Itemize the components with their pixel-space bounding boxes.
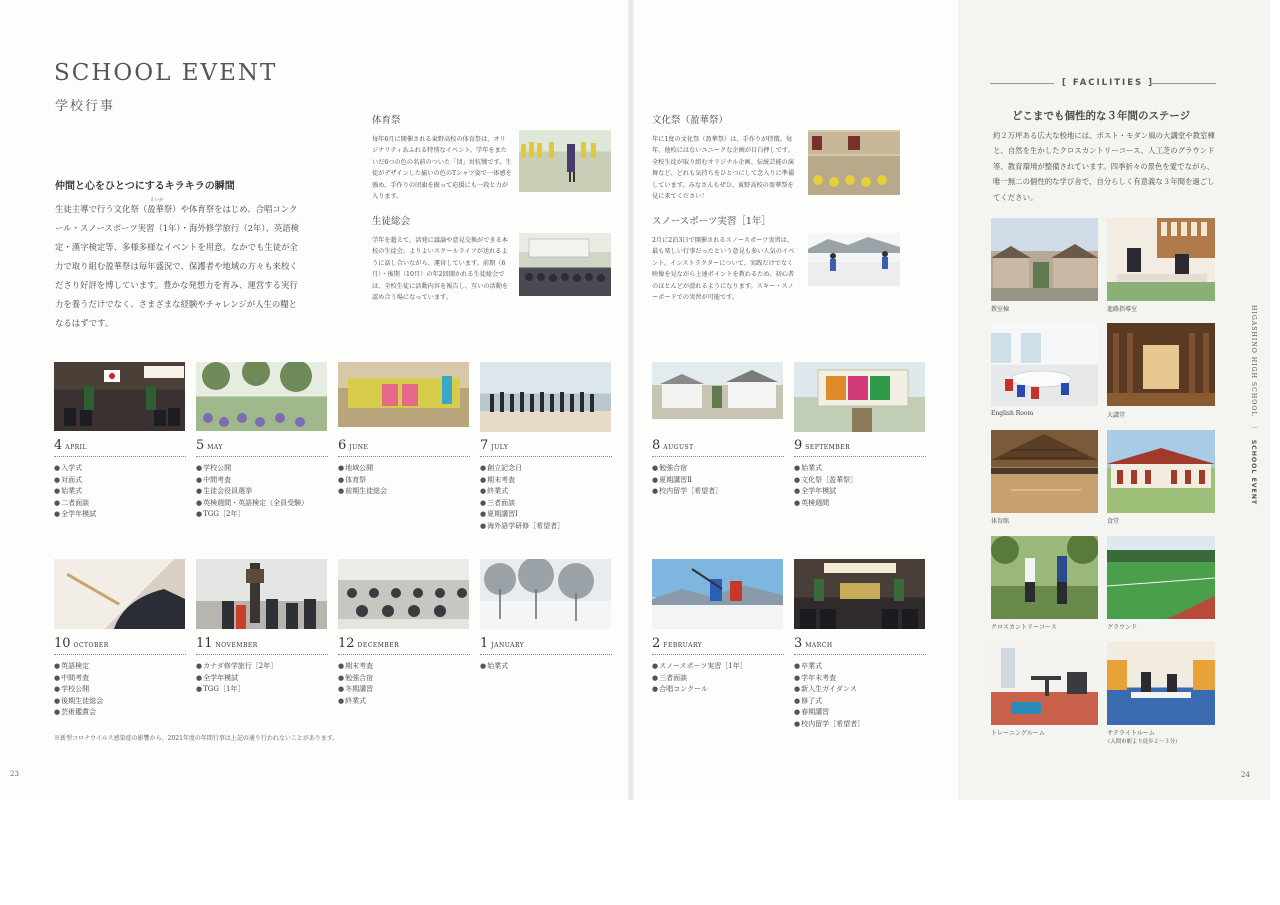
side-label-school: HIGASHINO HIGH SCHOOL bbox=[1250, 305, 1257, 417]
september-photo bbox=[794, 362, 925, 432]
event-item: ● スノースポーツ実習［1年］ bbox=[652, 661, 784, 673]
event-item: ● 後期生徒総会 bbox=[54, 696, 186, 708]
event-item: ● 期末考査 bbox=[480, 475, 612, 487]
facilities-label bbox=[1062, 78, 1154, 88]
event-item: ● 冬期講習 bbox=[338, 684, 470, 696]
footnote: ※新型コロナウイルス感染症の影響から、2021年度の年間行事は上記の通り行われないことがあります。 bbox=[54, 735, 339, 742]
training-room-photo bbox=[991, 642, 1098, 725]
march-photo bbox=[794, 559, 925, 629]
guidance-room-photo bbox=[1107, 218, 1215, 301]
july-photo bbox=[480, 362, 611, 432]
december-photo bbox=[338, 559, 469, 629]
month-name: AUGUST bbox=[663, 444, 694, 451]
caption-cafeteria: 食堂 bbox=[1107, 518, 1120, 525]
snow-sports-photo bbox=[808, 233, 900, 286]
event-item: ● 始業式 bbox=[794, 463, 926, 475]
event-item: ● TGG［2年］ bbox=[196, 509, 328, 521]
month-december bbox=[338, 636, 470, 707]
event-item: ● カナダ修学旅行［2年］ bbox=[196, 661, 328, 673]
month-name: DECEMBER bbox=[357, 642, 400, 649]
month-number: 6 bbox=[338, 438, 347, 453]
month-number: 9 bbox=[794, 438, 803, 453]
caption-satellite-room: サテライトルーム bbox=[1107, 730, 1155, 737]
event-culture-festival bbox=[652, 112, 798, 202]
caption-gymnasium: 体育館 bbox=[991, 518, 1010, 525]
event-item: ● 文化祭［盈華祭］ bbox=[794, 475, 926, 487]
event-student-assembly bbox=[372, 213, 512, 303]
event-item: ● 英検週間 bbox=[794, 498, 926, 510]
satellite-room-photo bbox=[1107, 642, 1215, 725]
event-item: ● 合唱コンクール bbox=[652, 684, 784, 696]
caption-ground: グラウンド bbox=[1107, 624, 1138, 631]
caption-auditorium: 大講堂 bbox=[1107, 412, 1126, 419]
event-item: ● 前期生徒総会 bbox=[338, 486, 470, 498]
event-item: ● 中間考査 bbox=[196, 475, 328, 487]
event-item: ● 学年末考査 bbox=[794, 673, 926, 685]
english-room-photo bbox=[991, 323, 1098, 406]
month-february bbox=[652, 636, 784, 696]
october-photo bbox=[54, 559, 185, 629]
month-name: JANUARY bbox=[491, 642, 525, 649]
lead-body: 生徒主導で行う文化祭（盈華祭）や体育祭をはじめ、合唱コンクール・スノースポーツ実習（1年）・海外修学旅行（2年）、英語検定・漢字検定等、多様多様なイベントを用意。なかでも生徒が全力で取り組む盈華祭は毎年盛況で、保護者や地域の方々も来校くださり好評を博しています。豊かな発想力を育み、運営する実行力を養うだけでなく、さまざまな経験やチャレンジが人生の糧となるはずです。 bbox=[55, 204, 299, 328]
month-name: FEBRUARY bbox=[663, 642, 703, 649]
january-photo bbox=[480, 559, 611, 629]
event-item: ● 三者面談 bbox=[480, 498, 612, 510]
classroom-building-photo bbox=[991, 218, 1098, 301]
facilities-heading: どこまでも個性的な３年間のステージ bbox=[1012, 110, 1191, 122]
lead-ruby: えいか bbox=[150, 198, 164, 203]
november-photo bbox=[196, 559, 327, 629]
month-number: 1 bbox=[480, 636, 489, 651]
side-label-section: SCHOOL EVENT bbox=[1250, 439, 1257, 506]
month-january bbox=[480, 636, 612, 673]
month-number: 3 bbox=[794, 636, 803, 651]
event-title: 体育祭 bbox=[372, 115, 401, 126]
event-item: ● 中間考査 bbox=[54, 673, 186, 685]
facilities-rule-right bbox=[1150, 83, 1216, 84]
month-number: 12 bbox=[338, 636, 355, 651]
event-item: ● 勉強合宿 bbox=[652, 463, 784, 475]
page-title: SCHOOL EVENT bbox=[54, 60, 278, 86]
event-item: ● 始業式 bbox=[54, 486, 186, 498]
event-snow-sports bbox=[652, 213, 798, 303]
event-text: 毎年6月に開催される東野高校の体育祭は、オリジナリティあふれる特別なイベント。学年をまたいだ6つの色の名前のついた「団」対抗戦です。生徒がデザインした揃いの色のTシャツ姿で一体感を強め、手作りの団旗を振って応援にも一段と力が入ります。 bbox=[372, 136, 512, 201]
side-label-separator: ｜ bbox=[1250, 424, 1257, 432]
event-item: ● TGG［1年］ bbox=[196, 684, 328, 696]
event-item: ● 終業式 bbox=[480, 486, 612, 498]
month-march bbox=[794, 636, 926, 731]
page-number-right: 24 bbox=[1241, 771, 1250, 779]
month-number: 7 bbox=[480, 438, 489, 453]
event-item: ● 全学年模試 bbox=[196, 673, 328, 685]
event-item: ● 期末考査 bbox=[338, 661, 470, 673]
month-name: MAY bbox=[207, 444, 223, 451]
event-item: ● 英検週間・英語検定（全員受験） bbox=[196, 498, 328, 510]
event-item: ● 春期講習 bbox=[794, 707, 926, 719]
event-item: ● 地域公開 bbox=[338, 463, 470, 475]
lead-heading: 仲間と心をひとつにするキラキラの瞬間 bbox=[55, 181, 235, 192]
caption-cross-country: クロスカントリーコース bbox=[991, 624, 1057, 631]
month-name: SEPTEMBER bbox=[805, 444, 851, 451]
month-october bbox=[54, 636, 186, 719]
side-label bbox=[1249, 305, 1258, 505]
student-assembly-photo bbox=[519, 233, 611, 296]
month-may bbox=[196, 438, 328, 521]
event-item: ● 修了式 bbox=[794, 696, 926, 708]
ground-photo bbox=[1107, 536, 1215, 619]
event-item: ● 入学式 bbox=[54, 463, 186, 475]
page-subtitle: 学校行事 bbox=[55, 99, 116, 114]
event-item: ● 終業式 bbox=[338, 696, 470, 708]
event-item: ● 生徒会役員選挙 bbox=[196, 486, 328, 498]
event-item: ● 夏期講習Ⅰ bbox=[480, 509, 612, 521]
caption-guidance-room: 進路指導室 bbox=[1107, 306, 1138, 313]
february-photo bbox=[652, 559, 783, 629]
bracket-open: [ bbox=[1062, 78, 1068, 88]
event-item: ● 校内留学［希望者］ bbox=[794, 719, 926, 731]
event-title: スノースポーツ実習［1年］ bbox=[652, 216, 771, 227]
sports-festival-photo bbox=[519, 130, 611, 192]
auditorium-photo bbox=[1107, 323, 1215, 406]
event-text: 2月に2泊3日で開催されるスノースポーツ実習は、最も楽しい行事だったという意見も多い人気のイベント。インストラクターについて、実践だけでなく映像を見ながら上達ポイントを教わるため、初心者のほとんどが滑れるようになります。スキー・スノーボードでの実習が可能です。 bbox=[652, 237, 795, 302]
facilities-body: 約２万坪ある広大な校地には、ポスト・モダン風の大講堂や教室棟と、自然を生かしたクロスカントリーコース、人工芝のグラウンド等、教育環境が整備されています。四季折々の景色を愛でながら、唯一無二の個性的な学び舎で、自分らしく有意義な３年間を過ごしてください。 bbox=[993, 131, 1215, 202]
month-name: JULY bbox=[491, 444, 509, 451]
event-title: 文化祭（盈華祭） bbox=[652, 115, 729, 126]
cross-country-photo bbox=[991, 536, 1098, 619]
event-item: ● 学校公開 bbox=[196, 463, 328, 475]
event-item: ● 英語検定 bbox=[54, 661, 186, 673]
april-photo bbox=[54, 362, 185, 431]
event-item: ● 体育祭 bbox=[338, 475, 470, 487]
event-item: ● 二者面談 bbox=[54, 498, 186, 510]
event-item: ● 全学年模試 bbox=[54, 509, 186, 521]
event-item: ● 対面式 bbox=[54, 475, 186, 487]
event-text: 学年を超えて、活発に議論や意見交換ができる本校の生徒会。よりよいスクールライフが送れるように話し合いながら、運営しています。前期（6月）・後期（10月）の年2回開かれる生徒総会では、全校生徒に活動内容を報告し、互いの活動を認め合う場になっています。 bbox=[372, 237, 509, 302]
month-september bbox=[794, 438, 926, 509]
event-item: ● 学校公開 bbox=[54, 684, 186, 696]
cafeteria-photo bbox=[1107, 430, 1215, 513]
month-april bbox=[54, 438, 186, 521]
month-number: 5 bbox=[196, 438, 205, 453]
event-item: ● 勉強合宿 bbox=[338, 673, 470, 685]
page-gutter bbox=[628, 0, 634, 800]
event-item: ● 創立記念日 bbox=[480, 463, 612, 475]
event-item: ● 始業式 bbox=[480, 661, 612, 673]
page-number-left: 23 bbox=[10, 770, 19, 778]
may-photo bbox=[196, 362, 327, 431]
month-june bbox=[338, 438, 470, 498]
scan-background bbox=[0, 800, 1280, 905]
month-name: OCTOBER bbox=[73, 642, 109, 649]
month-july bbox=[480, 438, 612, 533]
caption-satellite-note: （入間市駅より徒歩２～３分） bbox=[1105, 739, 1181, 745]
month-name: JUNE bbox=[349, 444, 369, 451]
month-number: 4 bbox=[54, 438, 63, 453]
culture-festival-photo bbox=[808, 130, 900, 195]
month-number: 8 bbox=[652, 438, 661, 453]
month-number: 11 bbox=[196, 636, 213, 651]
event-item: ● 夏期講習Ⅱ bbox=[652, 475, 784, 487]
event-item: ● 卒業式 bbox=[794, 661, 926, 673]
month-name: MARCH bbox=[805, 642, 833, 649]
gymnasium-photo bbox=[991, 430, 1098, 513]
event-item: ● 校内留学［希望者］ bbox=[652, 486, 784, 498]
event-item: ● 新入生ガイダンス bbox=[794, 684, 926, 696]
august-photo bbox=[652, 362, 783, 419]
event-title: 生徒総会 bbox=[372, 216, 411, 227]
month-november bbox=[196, 636, 328, 696]
caption-training-room: トレーニングルーム bbox=[991, 730, 1045, 737]
event-item: ● 三者面談 bbox=[652, 673, 784, 685]
month-number: 2 bbox=[652, 636, 661, 651]
event-sports-festival bbox=[372, 112, 512, 202]
month-name: NOVEMBER bbox=[215, 642, 258, 649]
caption-classroom-building: 教室棟 bbox=[991, 306, 1010, 313]
event-item: ● 芸術鑑賞会 bbox=[54, 707, 186, 719]
month-august bbox=[652, 438, 784, 498]
month-number: 10 bbox=[54, 636, 71, 651]
june-photo bbox=[338, 362, 469, 427]
event-text: 年に1度の文化祭（盈華祭）は、手作りが特徴。毎年、他校にはないユニークな企画が目白押しです。全校生徒が取り組むオリジナル企画、伝統芸能の演舞など、どれも気持ちをひとつにして念入りに準備しています。みなさんもぜひ、東野高校の盈華祭を見に来てください！ bbox=[652, 136, 795, 201]
month-name: APRIL bbox=[65, 444, 88, 451]
event-item: ● 海外語学研修［希望者］ bbox=[480, 521, 612, 533]
facilities-label-text: FACILITIES bbox=[1072, 78, 1144, 88]
caption-english-room: English Room bbox=[991, 410, 1034, 417]
event-item: ● 全学年模試 bbox=[794, 486, 926, 498]
facilities-rule-left bbox=[990, 83, 1054, 84]
